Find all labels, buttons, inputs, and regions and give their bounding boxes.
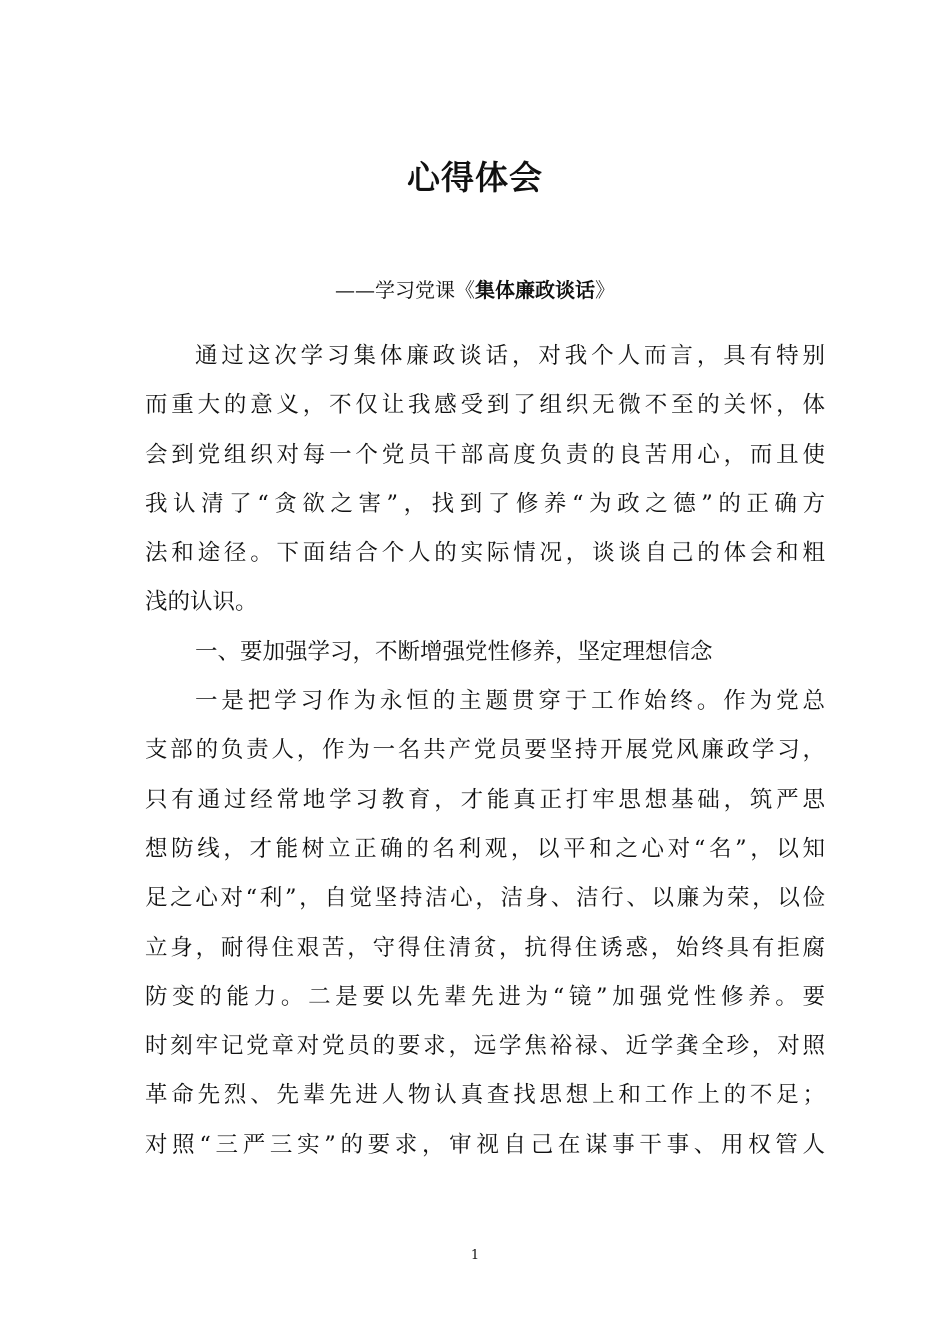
subtitle-suffix: 》 bbox=[595, 278, 615, 302]
text-line: 防变的能力。二是要以先辈先进为“镜”加强党性修养。要 bbox=[145, 983, 825, 1010]
text-line: 而重大的意义，不仅让我感受到了组织无微不至的关怀，体 bbox=[145, 392, 825, 419]
text-line: 革命先烈、先辈先进人物认真查找思想上和工作上的不足； bbox=[145, 1082, 825, 1109]
text-line: 一是把学习作为永恒的主题贯穿于工作始终。作为党总 bbox=[195, 688, 825, 715]
document-subtitle bbox=[0, 274, 950, 303]
text-line: 法和途径。下面结合个人的实际情况，谈谈自己的体会和粗 bbox=[145, 540, 825, 567]
page-number: 1 bbox=[470, 1248, 480, 1263]
text-line: 通过这次学习集体廉政谈话，对我个人而言，具有特别 bbox=[195, 343, 825, 369]
text-line: 足之心对“利”，自觉坚持洁心，洁身、洁行、以廉为荣，以俭 bbox=[145, 885, 825, 912]
document-title: 心得体会 bbox=[407, 158, 543, 197]
text-line: 浅的认识。 bbox=[145, 589, 258, 616]
text-line: 对照“三严三实”的要求，审视自己在谋事干事、用权管人 bbox=[145, 1131, 825, 1158]
text-line: 会到党组织对每一个党员干部高度负责的良苦用心，而且使 bbox=[145, 441, 825, 468]
subtitle-prefix: ——学习党课《 bbox=[335, 278, 475, 302]
body-text bbox=[145, 332, 825, 1170]
subtitle-emphasis: 集体廉政谈话 bbox=[475, 278, 595, 302]
text-line: 时刻牢记党章对党员的要求，远学焦裕禄、近学龚全珍，对照 bbox=[145, 1033, 825, 1060]
text-line: 想防线，才能树立正确的名利观，以平和之心对“名”，以知 bbox=[145, 835, 825, 862]
text-line: 支部的负责人，作为一名共产党员要坚持开展党风廉政学习， bbox=[145, 737, 825, 764]
section-heading: 一、要加强学习，不断增强党性修养，坚定理想信念 bbox=[195, 638, 713, 665]
text-line: 我认清了“贪欲之害”，找到了修养“为政之德”的正确方 bbox=[145, 490, 825, 517]
text-line: 立身，耐得住艰苦，守得住清贫，抗得住诱惑，始终具有拒腐 bbox=[145, 934, 825, 961]
text-line: 只有通过经常地学习教育，才能真正打牢思想基础，筑严思 bbox=[145, 786, 825, 813]
